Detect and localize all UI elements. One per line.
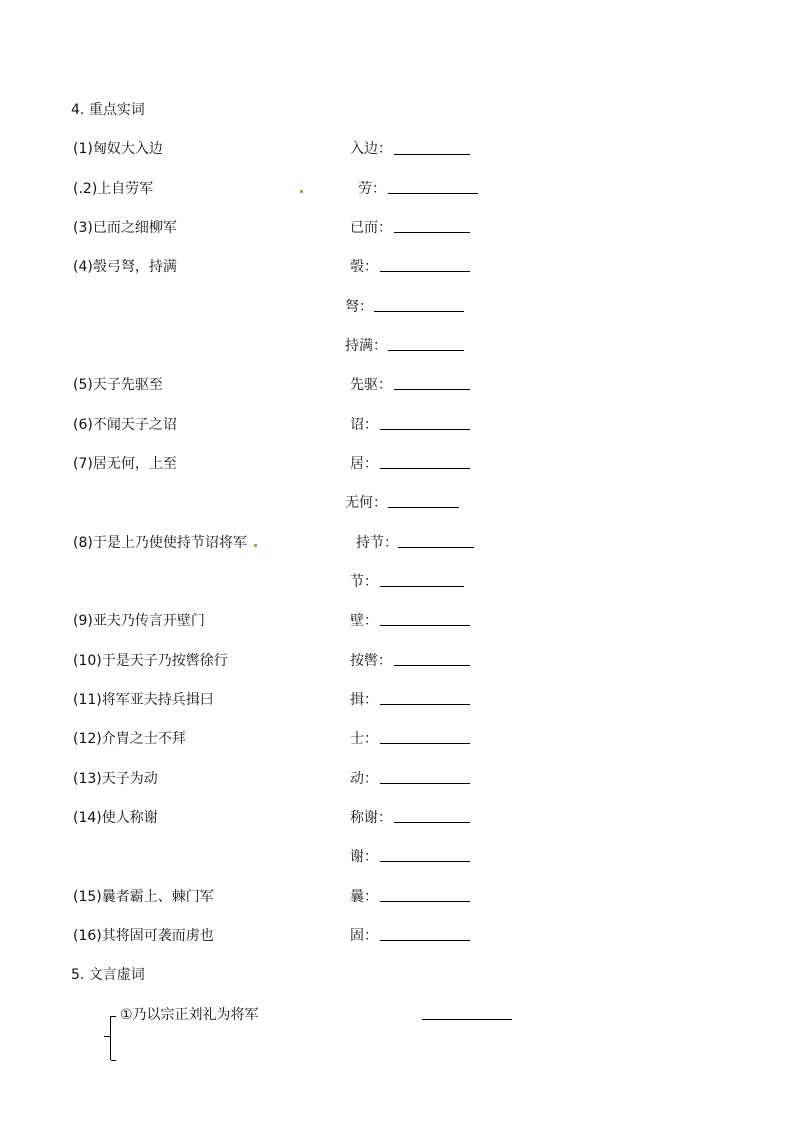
particle-item-text: ①乃以宗正刘礼为将军 [120, 1007, 259, 1023]
answer-blank[interactable] [388, 507, 459, 508]
answer-blank[interactable] [380, 861, 470, 862]
item-right-label: 劳： [358, 181, 386, 197]
item-right-label: 揖： [350, 692, 378, 708]
answer-blank[interactable] [394, 232, 470, 233]
answer-blank[interactable] [394, 389, 470, 390]
item-left-text: (9)亚夫乃传言开壁门 [73, 613, 205, 629]
item-left-text: (13)天子为动 [73, 771, 158, 787]
item-left-text: (15)曩者霸上、棘门军 [73, 889, 214, 905]
item-left-text: (6)不闻天子之诏 [73, 417, 177, 433]
item-right-label: 持满： [345, 338, 387, 354]
item-left-text: (16)其将固可袭而虏也 [73, 928, 214, 944]
brace-lower [110, 1036, 111, 1060]
item-left-text: (14)使人称谢 [73, 810, 158, 826]
answer-blank[interactable] [380, 625, 470, 626]
stray-mark [300, 190, 303, 193]
answer-blank[interactable] [394, 665, 470, 666]
item-left-text: (7)居无何，上至 [73, 456, 177, 472]
answer-blank[interactable] [394, 822, 470, 823]
answer-blank[interactable] [374, 311, 464, 312]
answer-blank[interactable] [380, 901, 470, 902]
brace-top [111, 1016, 116, 1017]
answer-blank[interactable] [380, 429, 470, 430]
item-right-label: 彀： [350, 259, 378, 275]
item-right-label: 节： [350, 574, 378, 590]
item-left-text: (12)介胄之士不拜 [73, 731, 186, 747]
stray-mark [254, 544, 257, 547]
item-right-label: 入边： [350, 141, 392, 157]
item-right-label: 曩： [350, 889, 378, 905]
item-right-label: 居： [350, 456, 378, 472]
answer-blank[interactable] [380, 783, 470, 784]
item-left-text: (.2)上自劳军 [73, 181, 154, 197]
brace-bottom [111, 1060, 116, 1061]
answer-blank[interactable] [394, 154, 470, 155]
item-left-text: (1)匈奴大入边 [73, 141, 163, 157]
item-right-label: 先驱： [350, 377, 392, 393]
brace-upper [110, 1016, 111, 1036]
answer-blank[interactable] [380, 271, 470, 272]
item-right-label: 士： [350, 731, 378, 747]
section-4-heading: 4. 重点实词 [71, 102, 145, 118]
answer-blank[interactable] [388, 350, 464, 351]
item-right-label: 已而： [350, 220, 392, 236]
item-right-label: 无何： [345, 495, 387, 511]
item-right-label: 谢： [350, 849, 378, 865]
section-5-heading: 5. 文言虚词 [71, 967, 145, 983]
item-left-text: (11)将军亚夫持兵揖曰 [73, 692, 214, 708]
item-left-text: (4)彀弓弩，持满 [73, 259, 177, 275]
item-right-label: 诏： [350, 417, 378, 433]
item-right-label: 壁： [350, 613, 378, 629]
item-right-label: 固： [350, 928, 378, 944]
answer-blank[interactable] [380, 586, 464, 587]
item-left-text: (5)天子先驱至 [73, 377, 163, 393]
answer-blank[interactable] [422, 1019, 512, 1020]
item-left-text: (8)于是上乃使使持节诏将军 [73, 535, 247, 551]
item-right-label: 称谢： [350, 810, 392, 826]
item-right-label: 动： [350, 771, 378, 787]
answer-blank[interactable] [398, 547, 474, 548]
answer-blank[interactable] [388, 193, 478, 194]
answer-blank[interactable] [380, 940, 470, 941]
item-right-label: 弩： [345, 299, 373, 315]
item-left-text: (10)于是天子乃按辔徐行 [73, 653, 228, 669]
answer-blank[interactable] [380, 704, 470, 705]
item-right-label: 按辔： [350, 653, 392, 669]
item-right-label: 持节： [356, 535, 398, 551]
answer-blank[interactable] [380, 468, 470, 469]
answer-blank[interactable] [380, 743, 470, 744]
item-left-text: (3)已而之细柳军 [73, 220, 177, 236]
